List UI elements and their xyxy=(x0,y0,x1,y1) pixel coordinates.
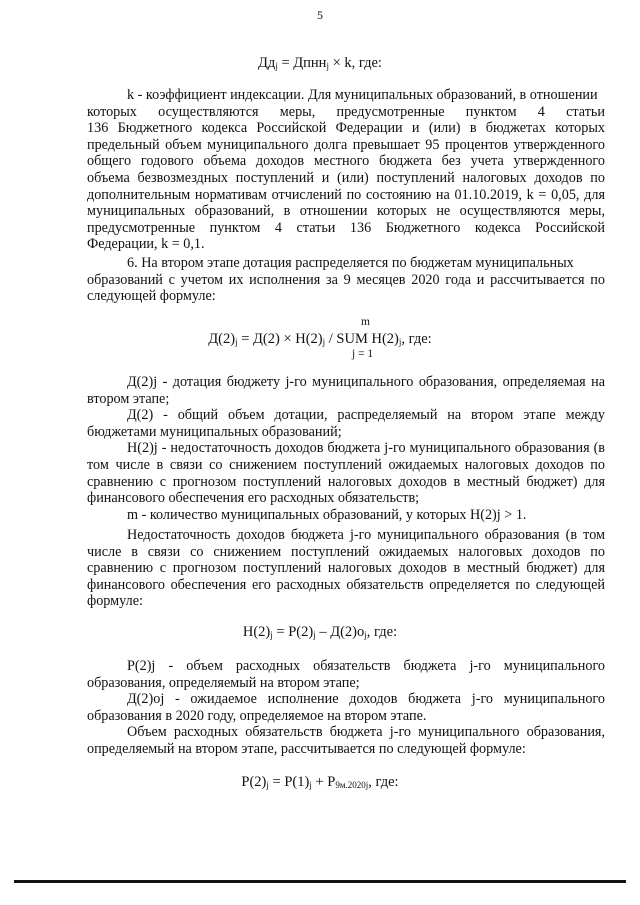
sum-upper-limit: m xyxy=(361,316,370,328)
text-line: сравнению с прогнозом поступлений налоговых доходов в местный бюджет) для xyxy=(87,560,605,577)
formula-r2: $Р(2)_j = Р(1)_j + Р_{9м.2020j}$, где: xyxy=(241,774,399,790)
text-line: втором этапе; xyxy=(87,390,170,407)
definitions-deficiency xyxy=(87,658,605,758)
text-line: Д(2)оj - ожидаемое исполнение доходов бюджета j-го муниципального xyxy=(127,691,605,708)
text-line: определяемый на втором этапе, рассчитывается по следующей формуле: xyxy=(87,740,526,757)
text-line: том числе в связи со снижением поступлений ожидаемых налоговых доходов по xyxy=(87,456,605,473)
text-line: предусмотренные пунктом 4 статьи 136 Бюджетного кодекса Российской xyxy=(87,219,605,236)
text-line: предельный объем муниципального долга превышает 95 процентов утвержденного xyxy=(87,136,605,153)
text-line: Д(2) - общий объем дотации, распределяемый на втором этапе между xyxy=(127,407,605,424)
text-line: числе в связи со снижением поступлений ожидаемых налоговых доходов по xyxy=(87,543,605,560)
formula-d2: $Д(2)_j = Д(2) \times Н(2)_j$ / SUM $Н(2)_j$, где: xyxy=(208,331,432,347)
text-line: Д(2)j - дотация бюджету j-го муниципального образования, определяемая на xyxy=(127,374,605,390)
text-line: Недостаточность доходов бюджета j-го муниципального образования (в том xyxy=(127,527,605,543)
text-line: 6. На втором этапе дотация распределяется по бюджетам муниципальных xyxy=(127,255,574,271)
text-line: образования, определяемый на втором этапе; xyxy=(87,674,360,691)
paragraph-k-coefficient xyxy=(87,87,605,253)
text-line: которых осуществляются меры, предусмотренные пунктом 4 статьи xyxy=(87,103,605,120)
definitions-stage-2 xyxy=(87,374,605,523)
text-line: объема безвозмездных поступлений и (или) поступлений налоговых доходов по xyxy=(87,169,605,186)
text-line: Р(2)j - объем расходных обязательств бюджета j-го муниципального xyxy=(127,658,605,674)
text-line: бюджетами муниципальных образований; xyxy=(87,423,342,440)
text-line: муниципальных образований, в отношении которых не осуществляются меры, xyxy=(87,203,605,220)
text-line: следующей формуле: xyxy=(87,288,216,305)
text-line: Объем расходных обязательств бюджета j-го муниципального образования, xyxy=(127,724,605,741)
text-line: k - коэффициент индексации. Для муниципальных образований, в отношении xyxy=(127,87,598,103)
paragraph-stage-2 xyxy=(87,255,605,305)
formula-n2: $Н(2)_j = Р(2)_j - Д(2)о_j$, где: xyxy=(242,624,398,640)
text-line: 136 Бюджетного кодекса Российской Федерации и (или) в бюджетах которых xyxy=(87,120,605,137)
text-line: финансового обеспечения его расходных обязательств; xyxy=(87,490,420,507)
text-line: Федерации, k = 0,1. xyxy=(87,236,205,253)
text-line: Н(2)j - недостаточность доходов бюджета j-го муниципального образования (в xyxy=(127,440,605,457)
text-line: общего годового объема доходов местного бюджета без учета утвержденного xyxy=(87,153,605,170)
page-number: 5 xyxy=(317,8,323,22)
text-line: образования в 2020 году, определяемое на втором этапе. xyxy=(87,707,427,724)
page-bottom-rule xyxy=(14,880,626,883)
formula-dd: $Дд_j$ = Дпнн$_j$ × k, где: xyxy=(258,55,382,71)
text-line: финансового обеспечения его расходных обязательств определяется по следующей xyxy=(87,576,605,593)
sum-lower-limit: j = 1 xyxy=(352,348,374,360)
text-line: сравнению с прогнозом поступлений налоговых доходов в местный бюджет) для xyxy=(87,473,605,490)
text-line: формуле: xyxy=(87,593,143,610)
text-line: образований с учетом их исполнения за 9 месяцев 2020 года и рассчитывается по xyxy=(87,271,605,288)
text-line: m - количество муниципальных образований, у которых Н(2)j > 1. xyxy=(127,506,527,523)
paragraph-deficiency xyxy=(87,527,605,610)
text-line: дополнительным нормативам отчислений по состоянию на 01.10.2019, k = 0,05, для xyxy=(87,186,605,203)
